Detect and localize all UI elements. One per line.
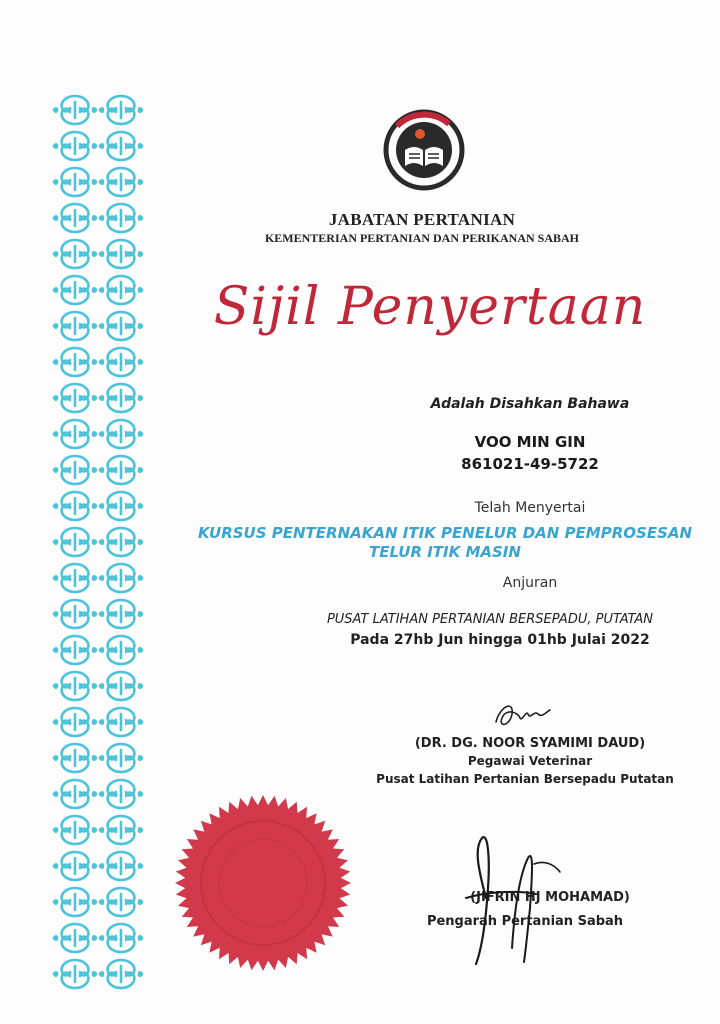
course-title-line-1: KURSUS PENTERNAKAN ITIK PENELUR DAN PEMPROSESAN: [197, 524, 693, 542]
signature-2: [436, 828, 596, 968]
participant-id: 861021-49-5722: [461, 455, 599, 473]
signatory-2-name: (JIFRIN HJ MOHAMAD): [470, 890, 630, 905]
signature-1: [488, 692, 558, 734]
department-name: JABATAN PERTANIAN: [328, 210, 516, 229]
course-title-line-2: TELUR ITIK MASIN: [369, 543, 521, 561]
organised-label: Anjuran: [502, 575, 558, 591]
official-seal: [172, 792, 354, 974]
signatory-2-position: Pengarah Pertanian Sabah: [426, 914, 624, 929]
certificate-title-text: Sijil Penyertaan: [213, 277, 647, 337]
signatory-1-organisation: Pusat Latihan Pertanian Bersepadu Putatan: [376, 772, 674, 786]
signatory-1-name: (DR. DG. NOOR SYAMIMI DAUD): [414, 736, 646, 751]
venue: PUSAT LATIHAN PERTANIAN BERSEPADU, PUTATAN: [326, 612, 654, 627]
course-title: [175, 524, 715, 562]
course-dates: Pada 27hb Jun hingga 01hb Julai 2022: [350, 632, 650, 648]
signatory-1-position: Pegawai Veterinar: [467, 754, 593, 768]
department-logo-icon: [383, 106, 465, 194]
ornamental-border: [52, 92, 144, 990]
ministry-name: KEMENTERIAN PERTANIAN DAN PERIKANAN SABAH: [264, 231, 580, 245]
participant-name: VOO MIN GIN: [474, 433, 586, 451]
issuer-heading: [232, 210, 612, 246]
certificate-title: [200, 262, 660, 352]
participated-label: Telah Menyertai: [474, 500, 586, 516]
certification-intro: Adalah Disahkan Bahawa: [430, 396, 630, 412]
